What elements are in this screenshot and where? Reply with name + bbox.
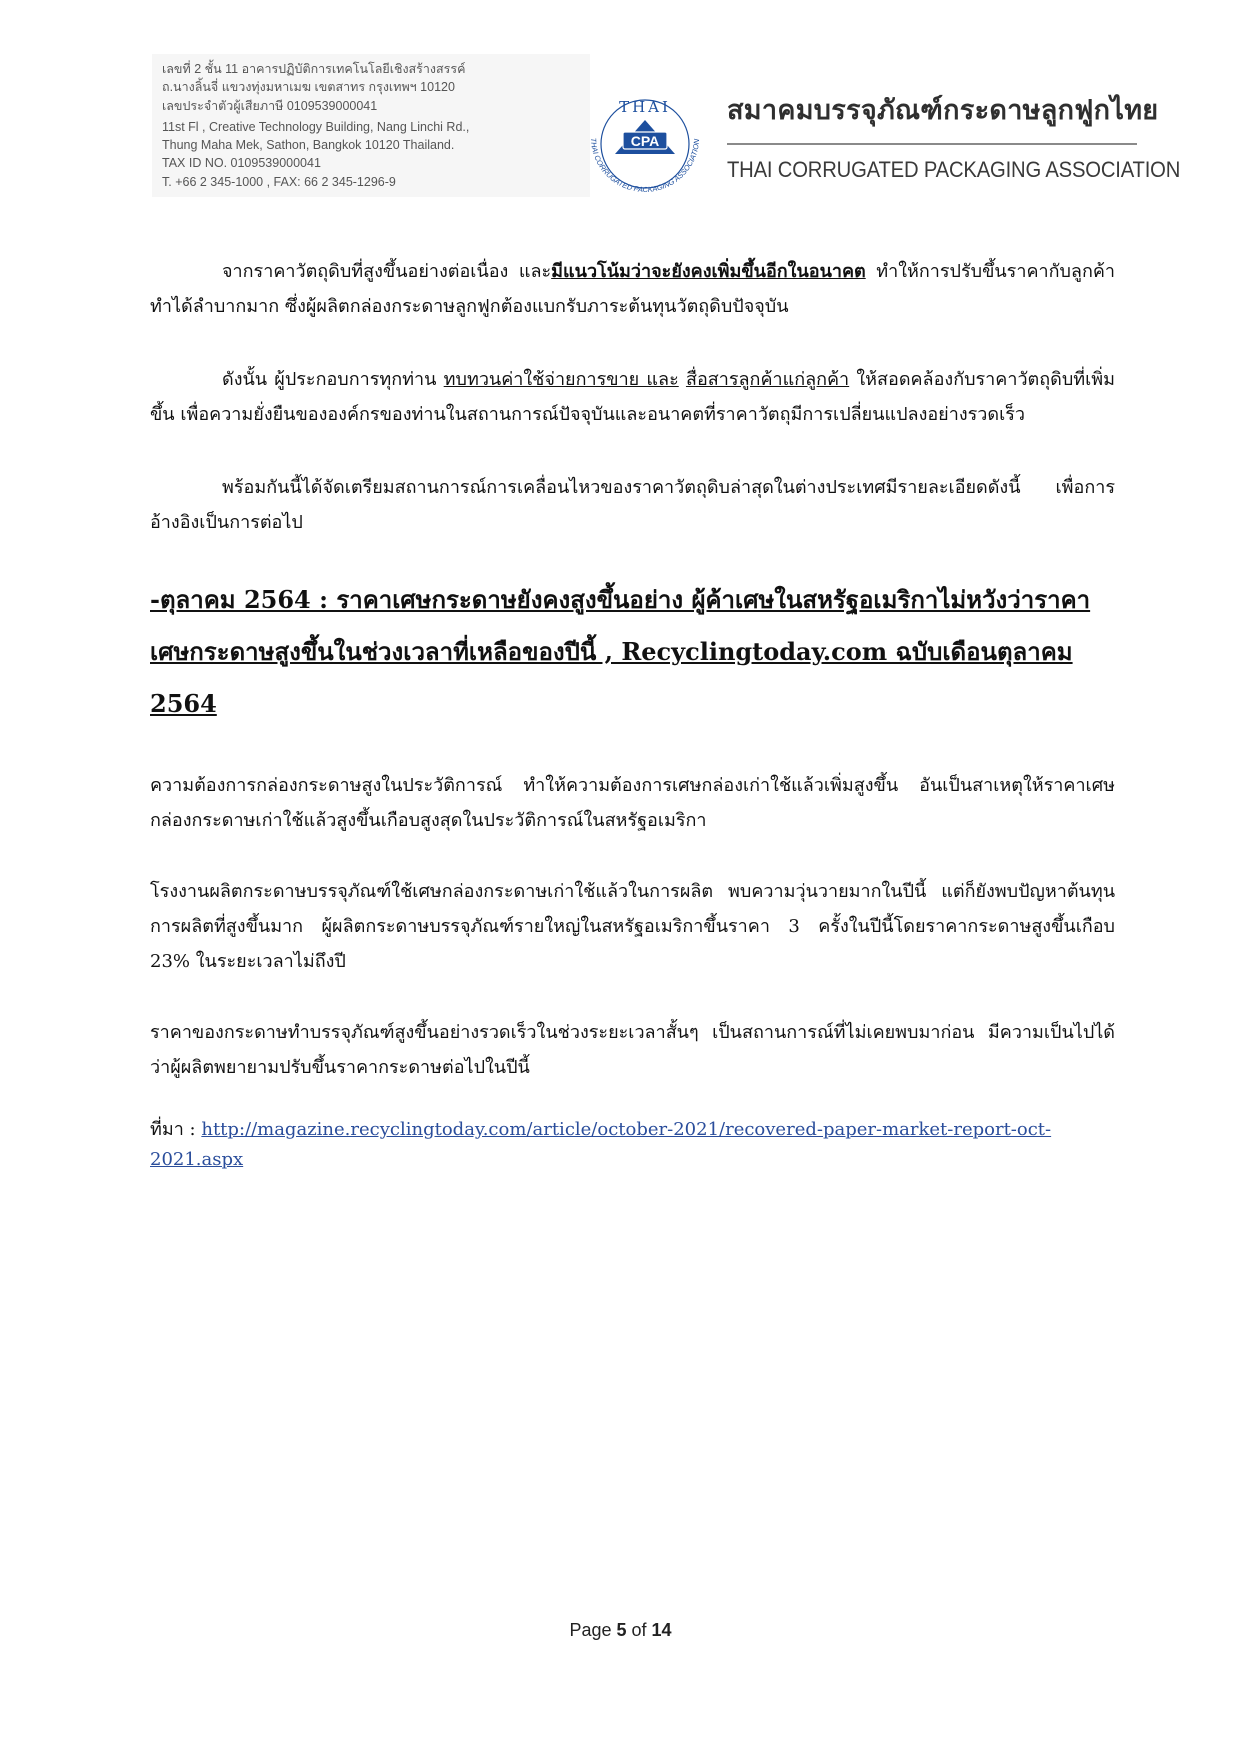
address-line-th-1: เลขที่ 2 ชั้น 11 อาคารปฏิบัติการเทคโนโลยีเชิงสร้างสรรค์ [162, 62, 466, 76]
paragraph-2-underline-2: สื่อสารลูกค้าแก่ลูกค้า [685, 369, 850, 390]
paragraph-2-underline-1: ทบทวนค่าใช้จ่ายการขาย และ [443, 369, 679, 390]
footer-page-total: 14 [651, 1620, 672, 1640]
paragraph-2 [150, 362, 1115, 432]
logo-center-text: CPA [630, 133, 660, 149]
source-line [150, 1115, 1115, 1175]
address-line-th-3: เลขประจำตัวผู้เสียภาษี 0109539000041 [162, 98, 378, 113]
footer-page-word: Page [569, 1620, 617, 1640]
address-block [152, 54, 590, 197]
paragraph-1-emphasis: มีแนวโน้มว่าจะยังคงเพิ่มขึ้นอีกในอนาคต [551, 261, 866, 282]
cpa-logo-icon [577, 94, 717, 212]
org-name-th: สมาคมบรรจุภัณฑ์กระดาษลูกฟูกไทย [727, 95, 1159, 126]
paragraph-5: โรงงานผลิตกระดาษบรรจุภัณฑ์ใช้เศษกล่องกระดาษเก่าใช้แล้วในการผลิต พบความวุ่นวายมากในปีนี้ แต่ก็ยังพบปัญหาต้นทุนการผลิตที่สูงขึ้นมาก ผู้ผลิตกระดาษบรรจุภัณฑ์รายใหญ่ในสหรัฐอเมริกาขึ้นราคา 3 ครั้งในปีนี้โดยราคากระดาษสูงขึ้นเกือบ 23% ในระยะเวลาไม่ถึงปี [150, 881, 1115, 972]
paragraph-1-text-a: จากราคาวัตถุดิบที่สูงขึ้นอย่างต่อเนื่อง และ [222, 261, 552, 282]
news-headline: -ตุลาคม 2564 : ราคาเศษกระดาษยังคงสูงขึ้นอย่าง ผู้ค้าเศษในสหรัฐอเมริกาไม่หวังว่าราคาเศษกระดาษสูงขึ้นในช่วงเวลาที่เหลือของปีนี้ , Recyclingtoday.com ฉบับเดือนตุลาคม 2564 [150, 585, 1091, 718]
footer-page-current: 5 [616, 1620, 627, 1640]
paragraph-3: พร้อมกันนี้ได้จัดเตรียมสถานการณ์การเคลื่อนไหวของราคาวัตถุดิบล่าสุดในต่างประเทศมีรายละเอียดดังนี้ เพื่อการอ้างอิงเป็นการต่อไป [150, 477, 1115, 533]
paragraph-2-text-b: ให้สอดคล้องกับราคาวัตถุดิบที่เพิ่มขึ้น เพื่อความยั่งยืนขององค์กรของท่านในสถานการณ์ปัจจุบันและอนาคตที่ราคาวัตถุมีการเปลี่ยนแปลงอย่างรวดเร็ว [150, 369, 1115, 425]
page-footer [0, 1620, 1241, 1641]
source-link[interactable]: http://magazine.recyclingtoday.com/article/october-2021/recovered-paper-market-report-oct-2021.aspx [150, 1119, 1052, 1170]
cpa-logo [577, 94, 717, 212]
address-line-th-2: ถ.นางลิ้นจี่ แขวงทุ่งมหาเมฆ เขตสาทร กรุงเทพฯ 10120 [162, 80, 455, 95]
association-name [727, 88, 1181, 183]
address-line-en-2: Thung Maha Mek, Sathon, Bangkok 10120 Thailand. [162, 138, 455, 153]
letterhead [152, 54, 1181, 216]
paragraph-4: ความต้องการกล่องกระดาษสูงในประวัติการณ์ ทำให้ความต้องการเศษกล่องเก่าใช้แล้วเพิ่มสูงขึ้น อันเป็นสาเหตุให้ราคาเศษกล่องกระดาษเก่าใช้แล้วสูงขึ้นเกือบสูงสุดในประวัติการณ์ในสหรัฐอเมริกา [150, 775, 1115, 831]
address-line-en-4: T. +66 2 345-1000 , FAX: 66 2 345-1296-9 [162, 174, 396, 189]
paragraph-2-text-a: ดังนั้น ผู้ประกอบการทุกท่าน [222, 369, 444, 390]
logo-top-text: THAI [619, 98, 671, 116]
paragraph-1 [150, 254, 1115, 324]
logo-ring-text: THAI CORRUGATED PACKAGING ASSOCIATION [588, 137, 702, 195]
header-rule [727, 143, 1137, 145]
paragraph-1-text-b: ทำให้การปรับขึ้นราคากับลูกค้าทำได้ลำบากมาก ซึ่งผู้ผลิตกล่องกระดาษลูกฟูกต้องแบกรับภาระต้นทุนวัตถุดิบปัจจุบัน [150, 261, 1115, 317]
paragraph-6: ราคาของกระดาษทำบรรจุภัณฑ์สูงขึ้นอย่างรวดเร็วในช่วงระยะเวลาสั้นๆ เป็นสถานการณ์ที่ไม่เคยพบมาก่อน มีความเป็นไปได้ว่าผู้ผลิตพยายามปรับขึ้นราคากระดาษต่อไปในปีนี้ [150, 1022, 1115, 1078]
address-line-en-3: TAX ID NO. 0109539000041 [162, 156, 321, 171]
document-body [150, 254, 1115, 1175]
source-label: ที่มา : [150, 1119, 202, 1140]
org-name-en: THAI CORRUGATED PACKAGING ASSOCIATION [727, 157, 1181, 182]
footer-of-word: of [626, 1620, 652, 1640]
address-line-en-1: 11st Fl , Creative Technology Building, Nang Linchi Rd., [162, 119, 470, 134]
